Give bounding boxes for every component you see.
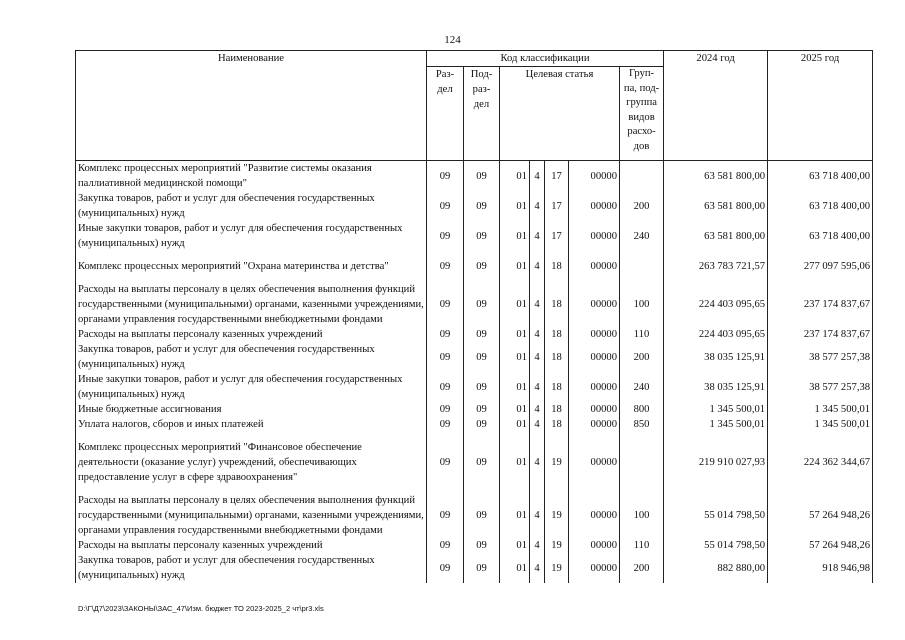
row-amount-2024: 219 910 027,93 bbox=[664, 440, 768, 485]
header-subsection: Под- раз- дел bbox=[464, 67, 500, 161]
row-amount-2025: 57 264 948,26 bbox=[768, 538, 873, 553]
row-target-program: 01 bbox=[500, 402, 530, 417]
table-row bbox=[76, 221, 873, 251]
header-class-code: Код классификации bbox=[427, 51, 664, 67]
row-target-code: 00000 bbox=[569, 493, 620, 538]
row-target-code: 00000 bbox=[569, 538, 620, 553]
row-target-code: 00000 bbox=[569, 553, 620, 583]
row-target-program: 01 bbox=[500, 538, 530, 553]
row-name: Иные бюджетные ассигнования bbox=[76, 402, 427, 417]
row-target-complex: 18 bbox=[545, 417, 569, 432]
row-expense-group bbox=[620, 259, 664, 274]
row-expense-group: 800 bbox=[620, 402, 664, 417]
table-row bbox=[76, 553, 873, 583]
row-target-complex: 19 bbox=[545, 493, 569, 538]
row-amount-2025: 57 264 948,26 bbox=[768, 493, 873, 538]
header-expense-group: Груп- па, под- группа видов расхо- дов bbox=[620, 67, 664, 161]
row-target-type: 4 bbox=[530, 327, 545, 342]
row-name: Иные закупки товаров, работ и услуг для обеспечения государственных (муниципальных) нужд bbox=[76, 372, 427, 402]
row-expense-group: 850 bbox=[620, 417, 664, 432]
row-amount-2024: 1 345 500,01 bbox=[664, 417, 768, 432]
table-row bbox=[76, 342, 873, 372]
row-target-complex: 18 bbox=[545, 327, 569, 342]
row-amount-2024: 38 035 125,91 bbox=[664, 372, 768, 402]
row-target-program: 01 bbox=[500, 372, 530, 402]
header-section: Раз- дел bbox=[427, 67, 464, 161]
row-target-program: 01 bbox=[500, 417, 530, 432]
row-expense-group: 100 bbox=[620, 282, 664, 327]
row-target-complex: 17 bbox=[545, 221, 569, 251]
row-expense-group: 240 bbox=[620, 221, 664, 251]
row-target-type: 4 bbox=[530, 221, 545, 251]
row-target-program: 01 bbox=[500, 493, 530, 538]
row-expense-group: 240 bbox=[620, 372, 664, 402]
row-amount-2025: 63 718 400,00 bbox=[768, 221, 873, 251]
row-expense-group: 100 bbox=[620, 493, 664, 538]
spacer-row bbox=[76, 432, 873, 440]
row-target-type: 4 bbox=[530, 282, 545, 327]
row-target-type: 4 bbox=[530, 259, 545, 274]
row-target-type: 4 bbox=[530, 402, 545, 417]
row-amount-2025: 237 174 837,67 bbox=[768, 282, 873, 327]
header-year-2024: 2024 год bbox=[664, 51, 768, 161]
header-year-2025: 2025 год bbox=[768, 51, 873, 161]
row-expense-group: 200 bbox=[620, 342, 664, 372]
row-amount-2024: 55 014 798,50 bbox=[664, 493, 768, 538]
row-amount-2025: 237 174 837,67 bbox=[768, 327, 873, 342]
row-target-complex: 19 bbox=[545, 553, 569, 583]
row-amount-2025: 224 362 344,67 bbox=[768, 440, 873, 485]
row-section: 09 bbox=[427, 259, 464, 274]
table-row bbox=[76, 259, 873, 274]
row-section: 09 bbox=[427, 402, 464, 417]
row-target-program: 01 bbox=[500, 342, 530, 372]
row-subsection: 09 bbox=[464, 493, 500, 538]
row-amount-2024: 55 014 798,50 bbox=[664, 538, 768, 553]
row-target-type: 4 bbox=[530, 161, 545, 192]
row-subsection: 09 bbox=[464, 221, 500, 251]
table-row bbox=[76, 161, 873, 192]
row-target-program: 01 bbox=[500, 440, 530, 485]
row-target-program: 01 bbox=[500, 282, 530, 327]
table-row bbox=[76, 440, 873, 485]
row-name: Расходы на выплаты персоналу в целях обеспечения выполнения функций государственными (муниципальными) органами, казенными учреждениями, органами управления государственными внебюджетными фондами bbox=[76, 282, 427, 327]
row-target-code: 00000 bbox=[569, 342, 620, 372]
row-target-code: 00000 bbox=[569, 161, 620, 192]
row-target-type: 4 bbox=[530, 538, 545, 553]
row-target-complex: 17 bbox=[545, 191, 569, 221]
row-section: 09 bbox=[427, 342, 464, 372]
row-subsection: 09 bbox=[464, 259, 500, 274]
row-name: Закупка товаров, работ и услуг для обеспечения государственных (муниципальных) нужд bbox=[76, 191, 427, 221]
row-amount-2025: 1 345 500,01 bbox=[768, 402, 873, 417]
header-target-article: Целевая статья bbox=[500, 67, 620, 161]
row-amount-2024: 1 345 500,01 bbox=[664, 402, 768, 417]
table-header-row-1 bbox=[76, 51, 873, 67]
row-target-program: 01 bbox=[500, 161, 530, 192]
row-section: 09 bbox=[427, 493, 464, 538]
row-amount-2024: 224 403 095,65 bbox=[664, 282, 768, 327]
row-target-complex: 18 bbox=[545, 402, 569, 417]
row-name: Комплекс процессных мероприятий "Развитие системы оказания паллиативной медицинской помощи" bbox=[76, 161, 427, 192]
row-name: Иные закупки товаров, работ и услуг для обеспечения государственных (муниципальных) нужд bbox=[76, 221, 427, 251]
row-target-type: 4 bbox=[530, 342, 545, 372]
row-subsection: 09 bbox=[464, 191, 500, 221]
row-name: Комплекс процессных мероприятий "Финансовое обеспечение деятельности (оказание услуг) учреждений, обеспечивающих предоставление услуг в сфере здравоохранения" bbox=[76, 440, 427, 485]
table-row bbox=[76, 372, 873, 402]
row-expense-group bbox=[620, 440, 664, 485]
row-target-type: 4 bbox=[530, 372, 545, 402]
row-target-type: 4 bbox=[530, 440, 545, 485]
row-name: Комплекс процессных мероприятий "Охрана материнства и детства" bbox=[76, 259, 427, 274]
row-amount-2024: 224 403 095,65 bbox=[664, 327, 768, 342]
row-target-program: 01 bbox=[500, 553, 530, 583]
row-target-complex: 19 bbox=[545, 440, 569, 485]
row-target-complex: 18 bbox=[545, 259, 569, 274]
row-target-complex: 17 bbox=[545, 161, 569, 192]
row-target-program: 01 bbox=[500, 327, 530, 342]
row-amount-2024: 38 035 125,91 bbox=[664, 342, 768, 372]
row-amount-2025: 1 345 500,01 bbox=[768, 417, 873, 432]
table-row bbox=[76, 191, 873, 221]
row-amount-2024: 63 581 800,00 bbox=[664, 191, 768, 221]
row-target-code: 00000 bbox=[569, 402, 620, 417]
row-target-type: 4 bbox=[530, 493, 545, 538]
row-name: Уплата налогов, сборов и иных платежей bbox=[76, 417, 427, 432]
table-row bbox=[76, 282, 873, 327]
row-subsection: 09 bbox=[464, 402, 500, 417]
row-subsection: 09 bbox=[464, 417, 500, 432]
row-target-type: 4 bbox=[530, 191, 545, 221]
header-name: Наименование bbox=[76, 51, 427, 161]
row-section: 09 bbox=[427, 161, 464, 192]
table-row bbox=[76, 538, 873, 553]
row-target-complex: 19 bbox=[545, 538, 569, 553]
row-name: Закупка товаров, работ и услуг для обеспечения государственных (муниципальных) нужд bbox=[76, 553, 427, 583]
row-target-type: 4 bbox=[530, 417, 545, 432]
row-target-code: 00000 bbox=[569, 221, 620, 251]
row-subsection: 09 bbox=[464, 161, 500, 192]
row-amount-2025: 38 577 257,38 bbox=[768, 372, 873, 402]
file-path-footer: D:\Г\Д7\2023\ЗАКОНЫ\ЗАС_47\Изм. бюджет ТО 2023-2025_2 чт\pr3.xls bbox=[78, 604, 324, 613]
row-subsection: 09 bbox=[464, 342, 500, 372]
row-expense-group: 200 bbox=[620, 553, 664, 583]
row-target-code: 00000 bbox=[569, 372, 620, 402]
table-row bbox=[76, 493, 873, 538]
table-body bbox=[76, 161, 873, 584]
row-target-program: 01 bbox=[500, 259, 530, 274]
row-target-code: 00000 bbox=[569, 440, 620, 485]
row-subsection: 09 bbox=[464, 538, 500, 553]
row-target-program: 01 bbox=[500, 221, 530, 251]
row-subsection: 09 bbox=[464, 553, 500, 583]
budget-table bbox=[75, 50, 873, 583]
row-subsection: 09 bbox=[464, 327, 500, 342]
spacer-row bbox=[76, 251, 873, 259]
row-section: 09 bbox=[427, 440, 464, 485]
row-amount-2025: 63 718 400,00 bbox=[768, 191, 873, 221]
row-amount-2024: 63 581 800,00 bbox=[664, 161, 768, 192]
row-amount-2025: 63 718 400,00 bbox=[768, 161, 873, 192]
row-expense-group: 110 bbox=[620, 538, 664, 553]
row-expense-group: 200 bbox=[620, 191, 664, 221]
row-target-code: 00000 bbox=[569, 191, 620, 221]
row-subsection: 09 bbox=[464, 372, 500, 402]
row-section: 09 bbox=[427, 372, 464, 402]
row-section: 09 bbox=[427, 191, 464, 221]
row-amount-2025: 918 946,98 bbox=[768, 553, 873, 583]
row-section: 09 bbox=[427, 538, 464, 553]
row-section: 09 bbox=[427, 282, 464, 327]
row-target-complex: 18 bbox=[545, 342, 569, 372]
row-target-complex: 18 bbox=[545, 372, 569, 402]
row-amount-2025: 38 577 257,38 bbox=[768, 342, 873, 372]
row-section: 09 bbox=[427, 221, 464, 251]
row-name: Расходы на выплаты персоналу казенных учреждений bbox=[76, 538, 427, 553]
page-number: 124 bbox=[444, 34, 461, 46]
row-amount-2025: 277 097 595,06 bbox=[768, 259, 873, 274]
row-subsection: 09 bbox=[464, 440, 500, 485]
table-row bbox=[76, 417, 873, 432]
row-section: 09 bbox=[427, 553, 464, 583]
table-row bbox=[76, 402, 873, 417]
row-expense-group: 110 bbox=[620, 327, 664, 342]
row-expense-group bbox=[620, 161, 664, 192]
row-target-code: 00000 bbox=[569, 327, 620, 342]
row-name: Расходы на выплаты персоналу в целях обеспечения выполнения функций государственными (муниципальными) органами, казенными учреждениями, органами управления государственными внебюджетными фондами bbox=[76, 493, 427, 538]
row-target-code: 00000 bbox=[569, 282, 620, 327]
spacer-row bbox=[76, 274, 873, 282]
row-subsection: 09 bbox=[464, 282, 500, 327]
row-target-complex: 18 bbox=[545, 282, 569, 327]
table-row bbox=[76, 327, 873, 342]
row-name: Расходы на выплаты персоналу казенных учреждений bbox=[76, 327, 427, 342]
row-target-code: 00000 bbox=[569, 259, 620, 274]
row-target-type: 4 bbox=[530, 553, 545, 583]
row-section: 09 bbox=[427, 417, 464, 432]
row-amount-2024: 263 783 721,57 bbox=[664, 259, 768, 274]
spacer-row bbox=[76, 485, 873, 493]
row-amount-2024: 63 581 800,00 bbox=[664, 221, 768, 251]
row-target-code: 00000 bbox=[569, 417, 620, 432]
row-section: 09 bbox=[427, 327, 464, 342]
row-target-program: 01 bbox=[500, 191, 530, 221]
row-amount-2024: 882 880,00 bbox=[664, 553, 768, 583]
row-name: Закупка товаров, работ и услуг для обеспечения государственных (муниципальных) нужд bbox=[76, 342, 427, 372]
